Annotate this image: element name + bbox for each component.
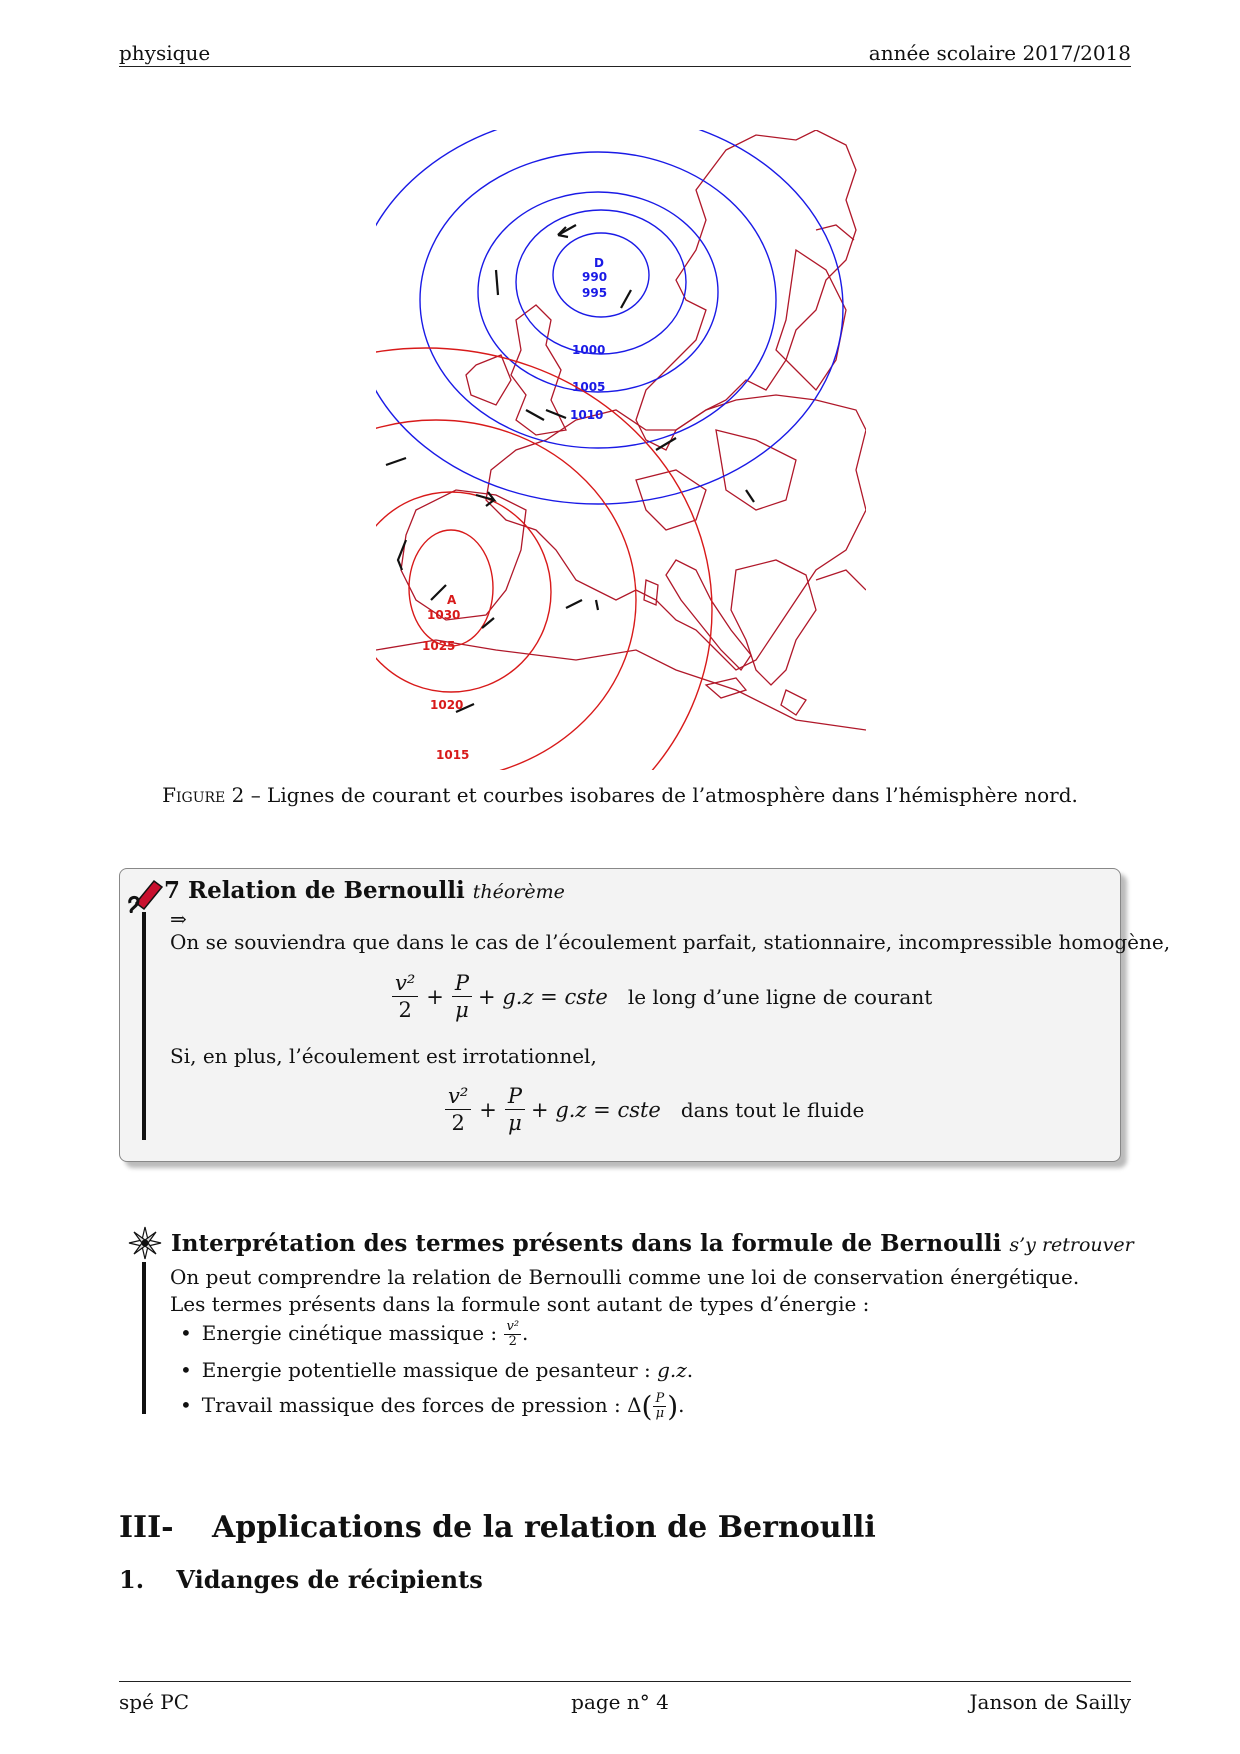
weather-map xyxy=(376,130,866,770)
header-rule xyxy=(119,66,1131,67)
theorem-name: Relation de Bernoulli xyxy=(188,877,465,904)
fraction: $\frac{\text{v²}}{2}$ xyxy=(392,970,418,1023)
isobar-label: 1025 xyxy=(422,639,456,653)
equation-comment: le long d’une ligne de courant xyxy=(627,984,933,1009)
compass-rose-icon xyxy=(128,1226,162,1260)
section-heading xyxy=(119,1510,876,1545)
theorem-intro: On se souviendra que dans le cas de l’écoulement parfait, stationnaire, incompressible homogène, xyxy=(170,930,1171,954)
figure-label: Figure 2 xyxy=(162,783,245,807)
fraction: $\frac{\text{v²}}{2}$ xyxy=(506,1319,520,1349)
isobar-label: 995 xyxy=(582,286,608,300)
isobar-label: 1010 xyxy=(570,408,604,422)
list-item: • Energie cinétique massique : $\frac{\text{v²}}{2}$ . xyxy=(180,1319,529,1349)
isobar-label: 1000 xyxy=(572,343,606,357)
pencil-eraser-icon xyxy=(126,873,166,913)
high-center-label: A xyxy=(447,593,457,607)
isobar-label: 990 xyxy=(582,270,608,284)
interpretation-title: Interprétation des termes présents dans la formule de Bernoulli s’y retrouver xyxy=(171,1230,1134,1257)
subsection-number: 1. xyxy=(119,1565,145,1594)
section-title: Applications de la relation de Bernoulli xyxy=(212,1510,876,1545)
subsection-title: Vidanges de récipients xyxy=(176,1565,483,1594)
footer-left: spé PC xyxy=(119,1690,190,1714)
equation-streamline: $\frac{\text{v²}}{2}$ + $\frac{P}{\mu}$ + g.z = cste le long d’une ligne de courant xyxy=(390,970,932,1023)
figure-caption xyxy=(0,783,1240,807)
equation-irrotational: $\frac{\text{v²}}{2}$ + $\frac{P}{\mu}$ + g.z = cste dans tout le fluide xyxy=(443,1083,864,1136)
theorem-title xyxy=(164,877,565,904)
fraction: $\frac{P}{\mu}$ xyxy=(505,1083,525,1136)
interpretation-left-bar xyxy=(142,1262,146,1414)
interpretation-type: s’y retrouver xyxy=(1009,1234,1134,1256)
theorem-left-bar xyxy=(142,912,146,1140)
subsection-heading xyxy=(119,1565,483,1594)
interpretation-text: On peut comprendre la relation de Bernoulli comme une loi de conservation énergétique. Les termes présents dans la formule sont autant de types d’énergie : xyxy=(170,1265,1080,1316)
figure-caption-text: – Lignes de courant et courbes isobares de l’atmosphère dans l’hémisphère nord. xyxy=(244,783,1078,807)
fraction: $\frac{\text{v²}}{2}$ xyxy=(445,1083,471,1136)
footer-center: page n° 4 xyxy=(571,1690,669,1714)
isobar-label: 1015 xyxy=(436,748,470,762)
low-center-label: D xyxy=(594,256,604,270)
theorem-arrow: ⇒ xyxy=(170,907,187,931)
theorem-number: 7 xyxy=(164,877,181,904)
fraction: $\frac{P}{\mu}$ xyxy=(452,970,472,1023)
equation-comment: dans tout le fluide xyxy=(680,1097,865,1122)
list-item: • Travail massique des forces de pression : Δ( $\frac{P}{\mu}$ ). xyxy=(180,1390,685,1423)
theorem-type: théorème xyxy=(472,881,565,903)
header-right: année scolaire 2017/2018 xyxy=(868,41,1131,65)
isobar-label: 1030 xyxy=(427,608,461,622)
header-left: physique xyxy=(119,41,211,65)
theorem-middle-text: Si, en plus, l’écoulement est irrotationnel, xyxy=(170,1044,597,1068)
isobar-label: 1005 xyxy=(572,380,606,394)
list-item: • Energie potentielle massique de pesanteur : g.z. xyxy=(180,1358,694,1382)
fraction: $\frac{P}{\mu}$ xyxy=(655,1391,665,1421)
isobar-label: 1020 xyxy=(430,698,464,712)
section-number: III- xyxy=(119,1510,174,1545)
high-pressure-isobars xyxy=(376,348,712,770)
footer-right: Janson de Sailly xyxy=(969,1690,1131,1714)
footer-rule xyxy=(119,1681,1131,1682)
